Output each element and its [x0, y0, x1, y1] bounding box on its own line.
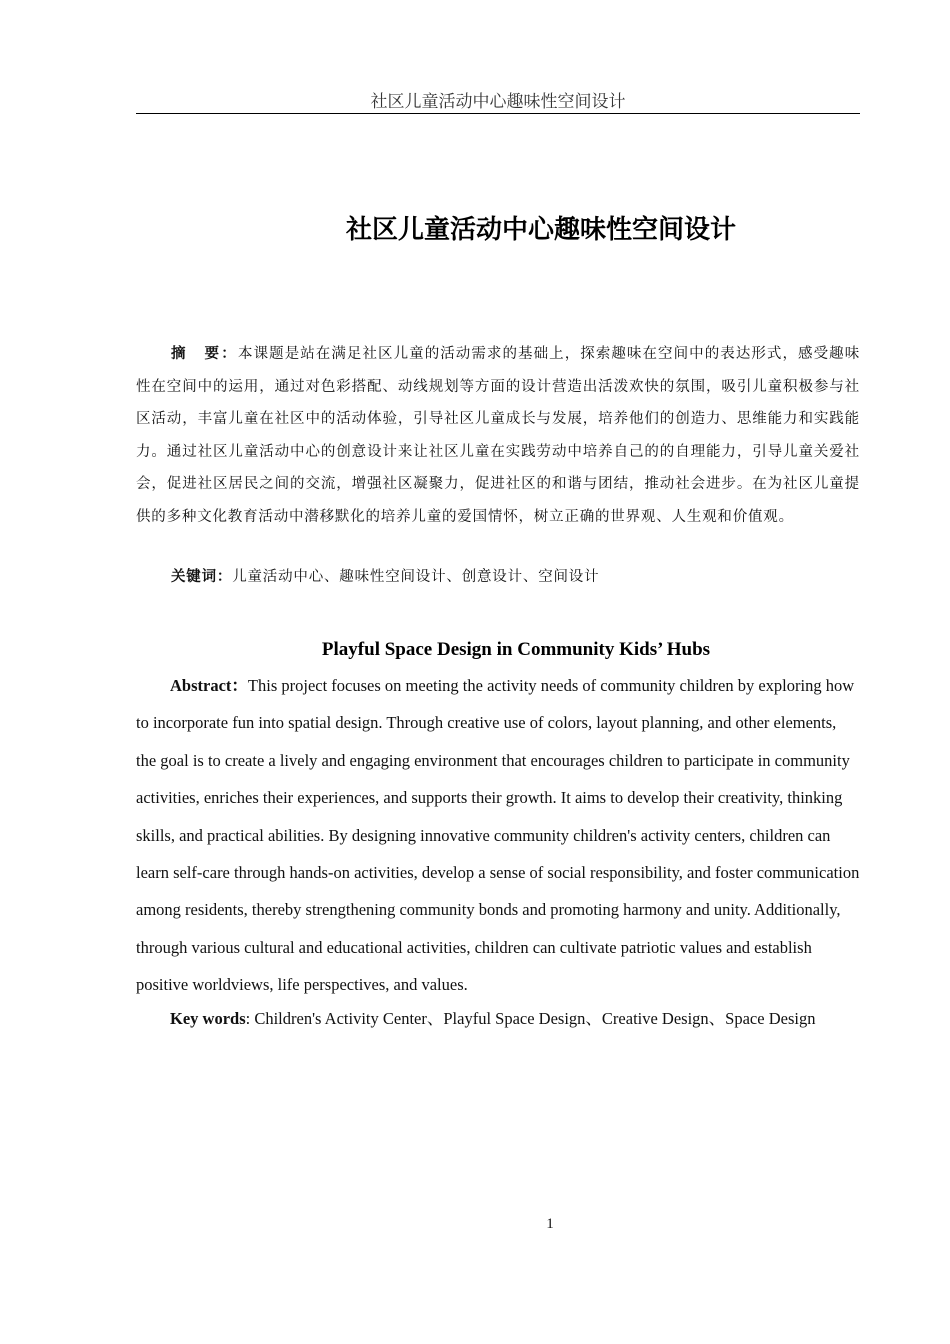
chinese-abstract-label: 摘 要：: [171, 346, 239, 362]
chinese-keywords-label: 关键词：: [171, 569, 233, 585]
english-title: Playful Space Design in Community Kids’ Hubs: [321, 639, 711, 660]
english-abstract: [136, 667, 860, 1004]
english-keywords-text: : Children's Activity Center、Playful Space Design、Creative Design、Space Design: [245, 1009, 816, 1028]
header-divider: [136, 113, 860, 114]
page-number: 1: [546, 1216, 554, 1232]
english-keywords-label: Key words: [170, 1009, 246, 1028]
chinese-title: 社区儿童活动中心趣味性空间设计: [345, 215, 736, 245]
english-abstract-text: This project focuses on meeting the activity needs of community children by exploring how to incorporate fun into spatial design. Through creative use of colors, layout planning, and other elements, the goal is to create a lively and engaging environment that encourages children to participate in community activities, enriches their experiences, and supports their growth. It aims to develop their creativity, thinking skills, and practical abilities. By designing innovative community children's activity centers, children can learn self-care through hands-on activities, develop a sense of social responsibility, and foster communication among residents, thereby strengthening community bonds and promoting harmony and unity. Additionally, through various cultural and educational activities, children can cultivate patriotic values and establish positive worldviews, life perspectives, and values.: [136, 676, 860, 995]
chinese-keywords: [136, 562, 860, 592]
chinese-keywords-text: 儿童活动中心、趣味性空间设计、创意设计、空间设计: [232, 569, 600, 585]
english-abstract-label: Abstract：: [170, 676, 248, 695]
chinese-abstract: [136, 338, 860, 533]
chinese-abstract-text: 本课题是站在满足社区儿童的活动需求的基础上，探索趣味在空间中的表达形式，感受趣味性在空间中的运用，通过对色彩搭配、动线规划等方面的设计营造出活泼欢快的氛围，吸引儿童积极参与社区活动，丰富儿童在社区中的活动体验，引导社区儿童成长与发展，培养他们的创造力、思维能力和实践能力。通过社区儿童活动中心的创意设计来让社区儿童在实践劳动中培养自己的的自理能力，引导儿童关爱社会，促进社区居民之间的交流，增强社区凝聚力，促进社区的和谐与团结，推动社会进步。在为社区儿童提供的多种文化教育活动中潜移默化的培养儿童的爱国情怀，树立正确的世界观、人生观和价值观。: [136, 346, 861, 525]
running-header: 社区儿童活动中心趣味性空间设计: [370, 92, 626, 112]
english-keywords: [136, 1004, 896, 1034]
